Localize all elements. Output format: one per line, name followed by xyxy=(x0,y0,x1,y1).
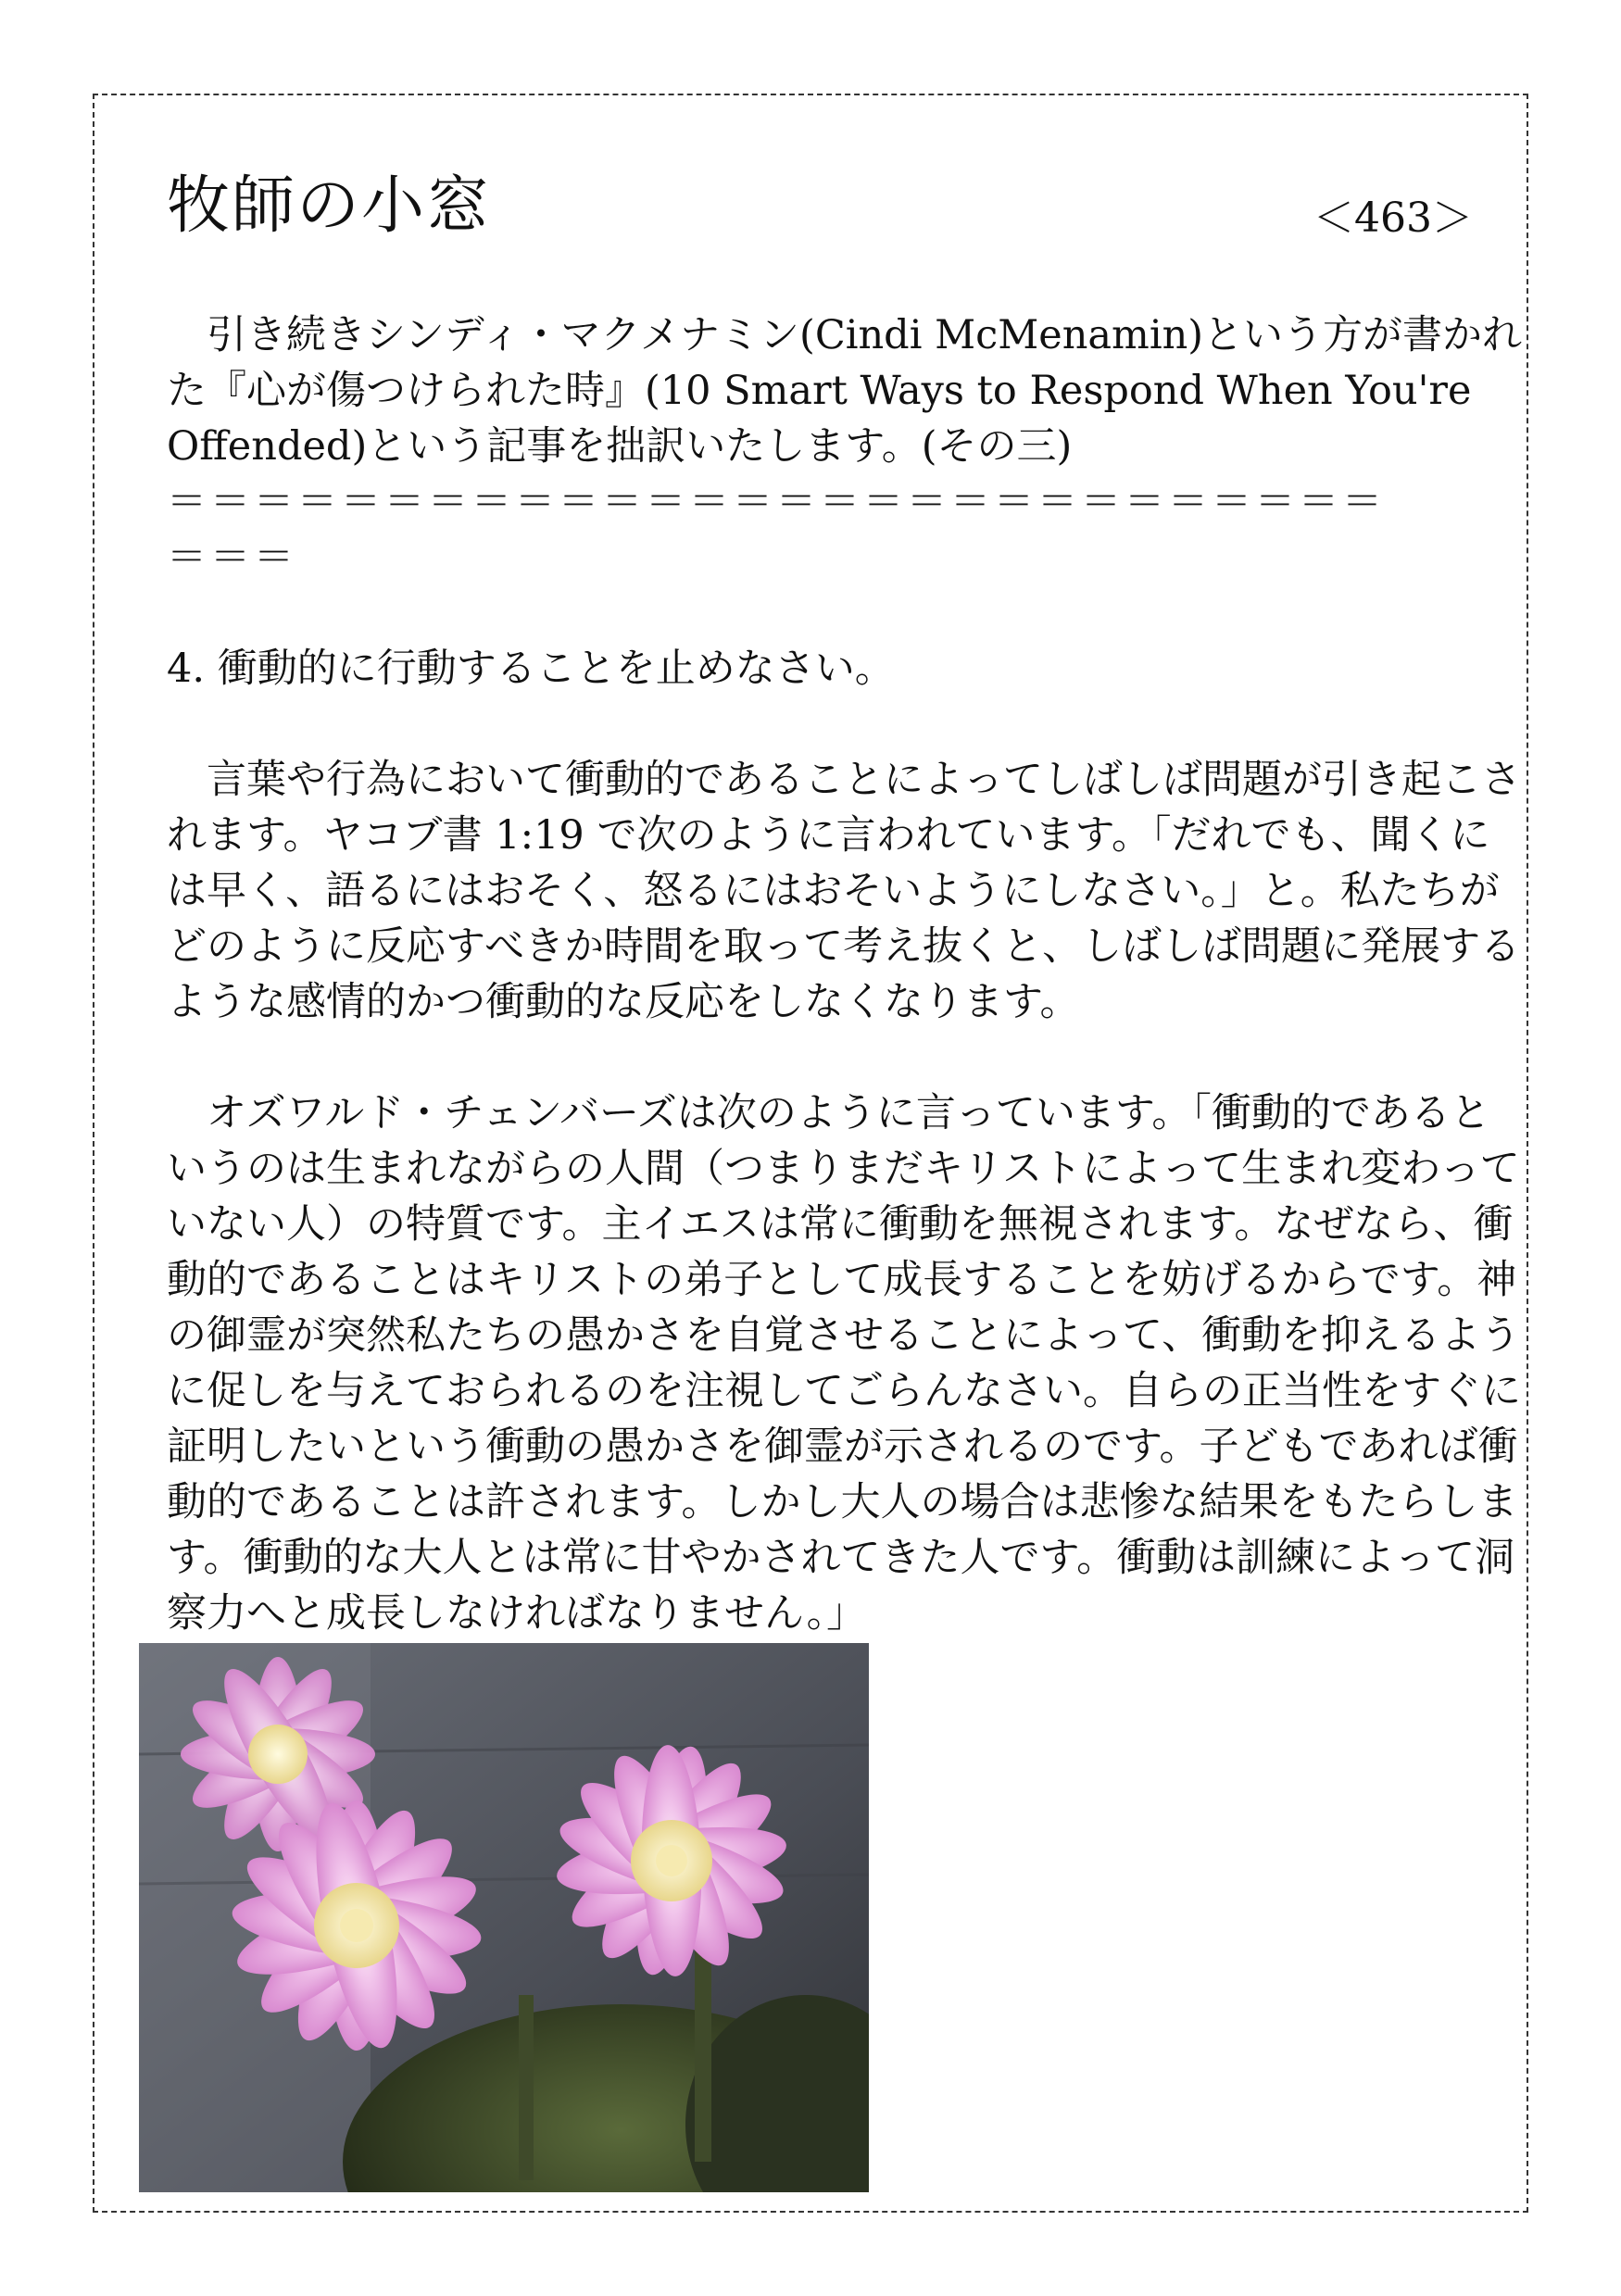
issue-number: ＜463＞ xyxy=(1313,194,1473,242)
article-body xyxy=(167,307,1528,1641)
section-heading: 4. 衝動的に行動することを止めなさい。 xyxy=(167,646,895,692)
spacer xyxy=(167,696,1528,752)
spacer xyxy=(167,1030,1528,1085)
cactus-flower-photo xyxy=(139,1643,869,2192)
page-title: 牧師の小窓 xyxy=(167,169,492,243)
spacer xyxy=(167,585,1528,641)
intro-paragraph: 引き続きシンディ・マクメナミン(Cindi McMenamin)という方が書かれた『心が傷つけられた時』(10 Smart Ways to Respond When You're Offended)という記事を拙訳いたします。(その三) xyxy=(167,312,1523,470)
body-paragraph-2: オズワルド・チェンバーズは次のように言っています。「衝動的であるというのは生まれながらの人間（つまりまだキリストによって生まれ変わっていない人）の特質です。主イエスは常に衝動を無視されます。なぜなら、衝動的であることはキリストの弟子として成長することを妨げるからです。神の御霊が突然私たちの愚かさを自覚させることによって、衝動を抑えるように促しを与えておられるのを注視してごらんなさい。自らの正当性をすぐに証明したいという衝動の愚かさを御霊が示されるのです。子どもであれば衝動的であることは許されます。しかし大人の場合は悲惨な結果をもたらします。衝動的な大人とは常に甘やかされてきた人です。衝動は訓練によって洞察力へと成長しなければなりません。」 xyxy=(167,1090,1521,1637)
body-paragraph-1: 言葉や行為において衝動的であることによってしばしば問題が引き起こされます。ヤコブ書 1:19 で次のように言われています。「だれでも、聞くには早く、語るにはおそく、怒るにはおそいようにしなさい。」と。私たちがどのように反応すべきか時間を取って考え抜くと、しばしば問題に発展するような感情的かつ衝動的な反応をしなくなります。 xyxy=(167,757,1521,1025)
separator-line: ＝＝＝＝＝＝＝＝＝＝＝＝＝＝＝＝＝＝＝＝＝＝＝＝＝＝＝＝＝＝＝ xyxy=(167,479,1386,581)
